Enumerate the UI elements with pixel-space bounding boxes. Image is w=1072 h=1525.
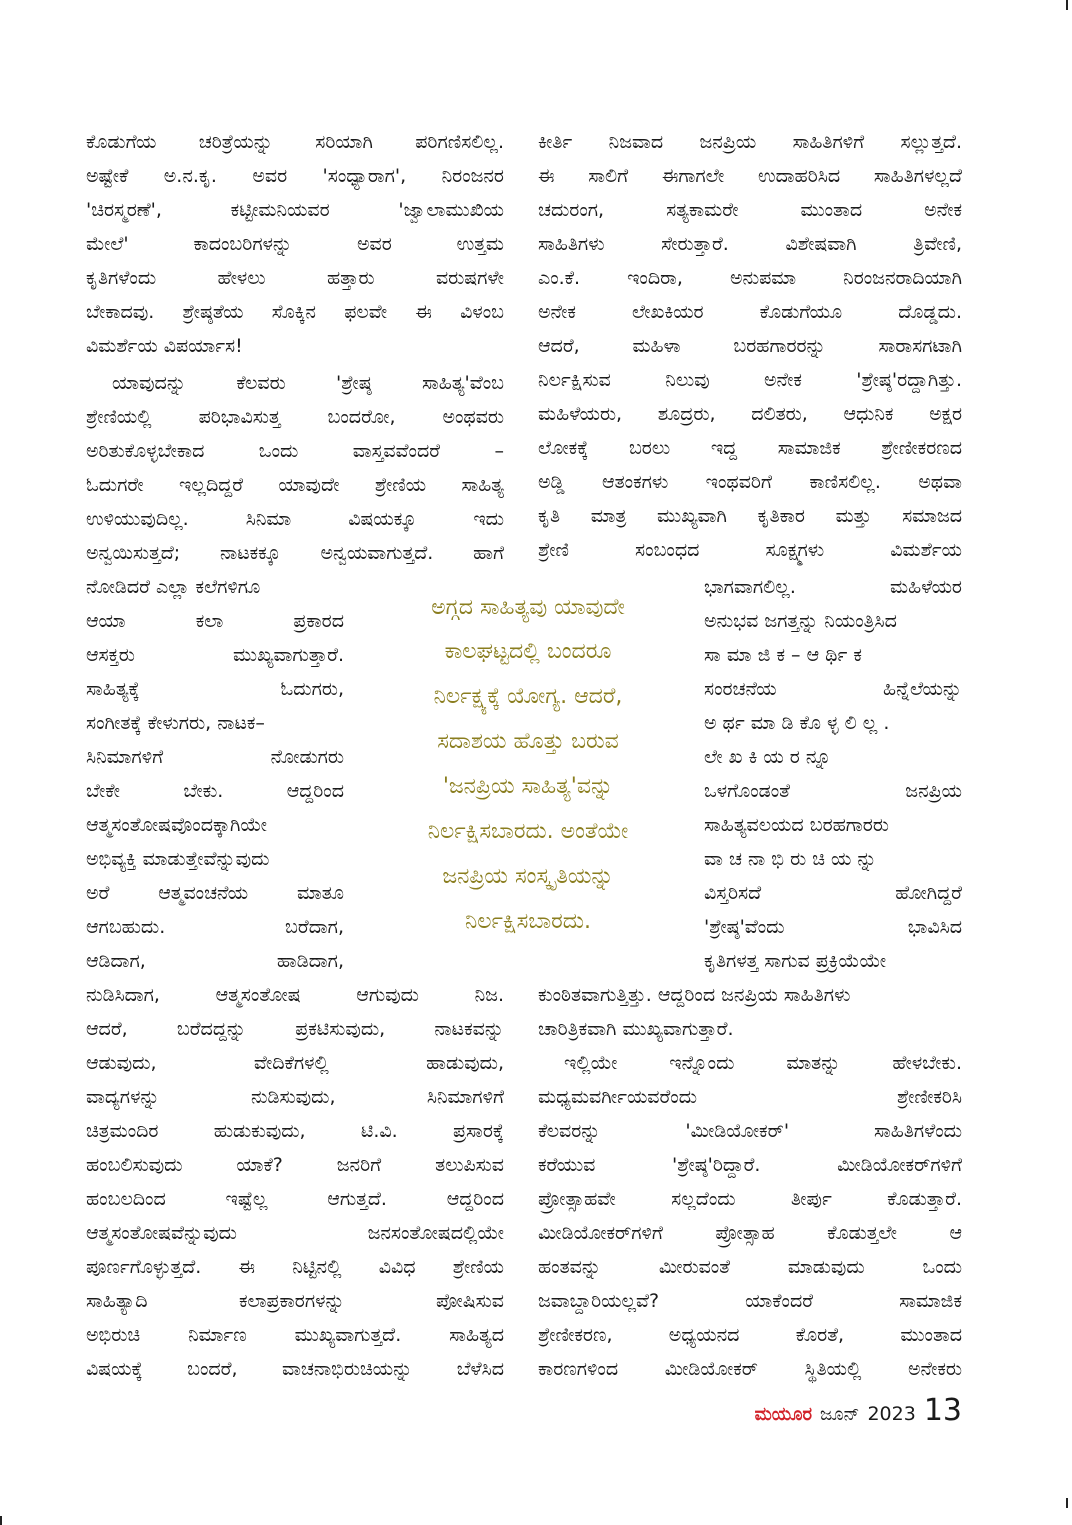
body-text-line: ಆದರೆ, ಬರೆದದ್ದನ್ನು ಪ್ರಕಟಿಸುವುದು, ನಾಟಕವನ್ನು (86, 1018, 504, 1040)
body-text-line: ಹಂತವನ್ನು ಮೀರುವಂತೆ ಮಾಡುವುದು ಒಂದು (538, 1256, 962, 1278)
body-text-line: ಆತ್ಮಸಂತೋಷವೊಂದಕ್ಕಾಗಿಯೇ (86, 814, 268, 836)
body-text-line: ವಾದ್ಯಗಳನ್ನು ನುಡಿಸುವುದು, ಸಿನಿಮಾಗಳಿಗೆ (86, 1086, 504, 1108)
body-text-line: ಕೃತಿಗಳತ್ತ ಸಾಗುವ ಪ್ರಕ್ರಿಯೆಯೇ (704, 950, 887, 972)
body-text-line: ಕೀರ್ತಿ ನಿಜವಾದ ಜನಪ್ರಿಯ ಸಾಹಿತಿಗಳಿಗೆ ಸಲ್ಲುತ್ತದೆ. (538, 131, 962, 153)
body-text-line: ಸಿನಿಮಾಗಳಿಗೆ ನೋಡುಗರು (86, 746, 344, 768)
body-text-line: ಚದುರಂಗ, ಸತ್ಯಕಾಮರೇ ಮುಂತಾದ ಅನೇಕ (538, 199, 962, 221)
body-text-line: ಮಹಿಳೆಯರು, ಶೂದ್ರರು, ದಲಿತರು, ಆಧುನಿಕ ಅಕ್ಷರ (538, 403, 962, 425)
body-text-line: ಸಾಹಿತ್ಯಕ್ಕೆ ಓದುಗರು, (86, 678, 344, 700)
body-text-line: ಪೂರ್ಣಗೊಳ್ಳುತ್ತದೆ. ಈ ನಿಟ್ಟಿನಲ್ಲಿ ವಿವಿಧ ಶ್ರೇಣಿಯ (86, 1256, 504, 1278)
pull-quote-line: ಅಗ್ಗದ ಸಾಹಿತ್ಯವು ಯಾವುದೇ (431, 595, 625, 620)
body-text-line: ಅಭಿರುಚಿ ನಿರ್ಮಾಣ ಮುಖ್ಯವಾಗುತ್ತದೆ. ಸಾಹಿತ್ಯದ (86, 1324, 504, 1346)
body-text-line: ಒಳಗೊಂಡಂತೆ ಜನಪ್ರಿಯ (704, 780, 962, 802)
body-text-line: ಕೃತಿ ಮಾತ್ರ ಮುಖ್ಯವಾಗಿ ಕೃತಿಕಾರ ಮತ್ತು ಸಮಾಜದ (538, 505, 962, 527)
body-text-line: ಚಾರಿತ್ರಿಕವಾಗಿ ಮುಖ್ಯವಾಗುತ್ತಾರೆ. (538, 1018, 734, 1040)
body-text-line: ವಿಷಯಕ್ಕೆ ಬಂದರೆ, ವಾಚನಾಭಿರುಚಿಯನ್ನು ಬೆಳೆಸಿದ (86, 1358, 504, 1380)
crop-mark (1066, 1498, 1068, 1508)
body-text-line: ಶ್ರೇಣಿಯಲ್ಲಿ ಪರಿಭಾವಿಸುತ್ತ ಬಂದರೋ, ಅಂಥವರು (86, 406, 504, 428)
body-text-line: ಆದರೆ, ಮಹಿಳಾ ಬರಹಗಾರರನ್ನು ಸಾರಾಸಗಟಾಗಿ (538, 335, 962, 357)
body-text-line: ಕಾರಣಗಳಿಂದ ಮೀಡಿಯೋಕರ್ ಸ್ಥಿತಿಯಲ್ಲಿ ಅನೇಕರು (538, 1358, 962, 1380)
body-text-line: ಕೆಲವರನ್ನು 'ಮೀಡಿಯೋಕರ್' ಸಾಹಿತಿಗಳೆಂದು (538, 1120, 962, 1142)
body-text-line: ಆಡುವುದು, ವೇದಿಕೆಗಳಲ್ಲಿ ಹಾಡುವುದು, (86, 1052, 504, 1074)
pull-quote-line: ನಿರ್ಲಕ್ಷ್ಯಕ್ಕೆ ಯೋಗ್ಯ. ಆದರೆ, (433, 684, 623, 709)
body-text-line: ಓದುಗರೇ ಇಲ್ಲದಿದ್ದರೆ ಯಾವುದೇ ಶ್ರೇಣಿಯ ಸಾಹಿತ್ಯ (86, 474, 504, 496)
body-text-line: ಆಗಬಹುದು. ಬರೆದಾಗ, (86, 916, 344, 938)
body-text-line: ಸಾಹಿತ್ಯವಲಯದ ಬರಹಗಾರರು (704, 814, 889, 836)
body-text-line: ಅನುಭವ ಜಗತ್ತನ್ನು ನಿಯಂತ್ರಿಸಿದ (704, 610, 897, 632)
body-text-line: ನುಡಿಸಿದಾಗ, ಆತ್ಮಸಂತೋಷ ಆಗುವುದು ನಿಜ. (86, 984, 504, 1006)
body-text-line: ಮೇಲೆ' ಕಾದಂಬರಿಗಳನ್ನು ಅವರ ಉತ್ತಮ (86, 233, 504, 255)
body-text-line: ಆತ್ಮಸಂತೋಷವೆನ್ನುವುದು ಜನಸಂತೋಷದಲ್ಲಿಯೇ (86, 1222, 504, 1244)
body-text-line: ಸಾಹಿತ್ಯಾದಿ ಕಲಾಪ್ರಕಾರಗಳನ್ನು ಪೋಷಿಸುವ (86, 1290, 504, 1312)
body-text-line: ಚಿತ್ರಮಂದಿರ ಹುಡುಕುವುದು, ಟಿ.ವಿ. ಪ್ರಸಾರಕ್ಕೆ (86, 1120, 504, 1142)
pull-quote-line: ನಿರ್ಲಕ್ಷಿಸಬಾರದು. (465, 909, 591, 934)
body-text-line: ಅಡ್ಡಿ ಆತಂಕಗಳು ಇಂಥವರಿಗೆ ಕಾಣಿಸಲಿಲ್ಲ. ಅಥವಾ (538, 471, 962, 493)
body-text-line: ಇಲ್ಲಿಯೇ ಇನ್ನೊಂದು ಮಾತನ್ನು ಹೇಳಬೇಕು. (564, 1052, 962, 1074)
body-text-line: ಕೊಡುಗೆಯ ಚರಿತ್ರೆಯನ್ನು ಸರಿಯಾಗಿ ಪರಿಗಣಿಸಲಿಲ್ಲ. (86, 131, 504, 153)
pull-quote-line: ಕಾಲಘಟ್ಟದಲ್ಲಿ ಬಂದರೂ (444, 639, 612, 664)
body-text-line: ಜವಾಬ್ದಾರಿಯಲ್ಲವೆ? ಯಾಕೆಂದರೆ ಸಾಮಾಜಿಕ (538, 1290, 962, 1312)
body-text-line: ಎಂ.ಕೆ. ಇಂದಿರಾ, ಅನುಪಮಾ ನಿರಂಜನರಾದಿಯಾಗಿ (538, 267, 962, 289)
body-text-line: ಲೇ ಖ ಕಿ ಯ ರ ನ್ನೂ (704, 746, 832, 768)
body-text-line: 'ಚಿರಸ್ಮರಣೆ', ಕಟ್ಟೀಮನಿಯವರ 'ಜ್ವಾಲಾಮುಖಿಯ (86, 199, 504, 221)
body-text-line: ಅ ರ್ಥ ಮಾ ಡಿ ಕೊ ಳ್ಳ ಲಿ ಲ್ಲ . (704, 712, 890, 734)
body-text-line: ಆಯಾ ಕಲಾ ಪ್ರಕಾರದ (86, 610, 344, 632)
pull-quote-line: ನಿರ್ಲಕ್ಷಿಸಬಾರದು. ಅಂತೆಯೇ (427, 819, 629, 844)
body-text-line: ಅರೆ ಆತ್ಮವಂಚನೆಯ ಮಾತೂ (86, 882, 344, 904)
body-text-line: ಲೋಕಕ್ಕೆ ಬರಲು ಇದ್ದ ಸಾಮಾಜಿಕ ಶ್ರೇಣೀಕರಣದ (538, 437, 962, 459)
body-text-line: ಬೇಕಾದವು. ಶ್ರೇಷ್ಠತೆಯ ಸೊಕ್ಕಿನ ಫಲವೇ ಈ ವಿಳಂಬ (86, 301, 504, 323)
body-text-line: ಕರೆಯುವ 'ಶ್ರೇಷ್ಠ'ರಿದ್ದಾರೆ. ಮೀಡಿಯೋಕರ್‌ಗಳಿಗೆ (538, 1154, 962, 1176)
pull-quote-line: ಸದಾಶಯ ಹೊತ್ತು ಬರುವ (437, 729, 619, 754)
crop-mark (1066, 0, 1068, 10)
body-text-line: ಅಭಿವ್ಯಕ್ತಿ ಮಾಡುತ್ತೇವೆನ್ನುವುದು (86, 848, 270, 870)
body-text-line: ಕೃತಿಗಳೆಂದು ಹೇಳಲು ಹತ್ತಾರು ವರುಷಗಳೇ (86, 267, 504, 289)
body-text-line: ಅನೇಕ ಲೇಖಕಿಯರ ಕೊಡುಗೆಯೂ ದೊಡ್ಡದು. (538, 301, 962, 323)
body-text-line: ನಿರ್ಲಕ್ಷಿಸುವ ನಿಲುವು ಅನೇಕ 'ಶ್ರೇಷ್ಠ'ರದ್ದಾಗಿತ್ತು. (538, 369, 962, 391)
body-text-line: ಸಂರಚನೆಯ ಹಿನ್ನೆಲೆಯನ್ನು (704, 678, 962, 700)
body-text-line: ಆಸಕ್ತರು ಮುಖ್ಯವಾಗುತ್ತಾರೆ. (86, 644, 344, 666)
body-text-line: ಮಧ್ಯಮವರ್ಗೀಯವರೆಂದು ಶ್ರೇಣೀಕರಿಸಿ (538, 1086, 962, 1108)
body-text-line: ಮೀಡಿಯೋಕರ್‌ಗಳಿಗೆ ಪ್ರೋತ್ಸಾಹ ಕೊಡುತ್ತಲೇ ಆ (538, 1222, 962, 1244)
body-text-line: ಪ್ರೋತ್ಸಾಹವೇ ಸಲ್ಲದೆಂದು ತೀರ್ಪು ಕೊಡುತ್ತಾರೆ. (538, 1188, 962, 1210)
body-text-line: ಅರಿತುಕೊಳ್ಳಬೇಕಾದ ಒಂದು ವಾಸ್ತವವೆಂದರೆ – (86, 440, 504, 462)
body-text-line: ಈ ಸಾಲಿಗೆ ಈಗಾಗಲೇ ಉದಾಹರಿಸಿದ ಸಾಹಿತಿಗಳಲ್ಲದೆ (538, 165, 962, 187)
crop-mark (0, 1516, 2, 1525)
body-text-line: ಆಡಿದಾಗ, ಹಾಡಿದಾಗ, (86, 950, 344, 972)
body-text-line: ಸಾಹಿತಿಗಳು ಸೇರುತ್ತಾರೆ. ವಿಶೇಷವಾಗಿ ತ್ರಿವೇಣಿ, (538, 233, 962, 255)
body-text-line: ವಾ ಚ ನಾ ಭಿ ರು ಚಿ ಯ ನ್ನು (704, 848, 877, 870)
body-text-line: ಅನ್ವಯಿಸುತ್ತದೆ; ನಾಟಕಕ್ಕೂ ಅನ್ವಯವಾಗುತ್ತದೆ. ಹಾಗೆ (86, 542, 504, 564)
body-text-line: ಹಂಬಲಿಸುವುದು ಯಾಕೆ? ಜನರಿಗೆ ತಲುಪಿಸುವ (86, 1154, 504, 1176)
body-text-line: ಬೇಕೇ ಬೇಕು. ಆದ್ದರಿಂದ (86, 780, 344, 802)
body-text-line: ಶ್ರೇಣೀಕರಣ, ಅಧ್ಯಯನದ ಕೊರತೆ, ಮುಂತಾದ (538, 1324, 962, 1346)
body-text-line: ವಿಸ್ತರಿಸದೆ ಹೋಗಿದ್ದರೆ (704, 882, 962, 904)
magazine-logo: ಮಯೂರ (754, 1404, 813, 1425)
issue-month: ಜೂನ್ (820, 1404, 860, 1425)
body-text-line: ಅಷ್ಟೇಕೆ ಅ.ನ.ಕೃ. ಅವರ 'ಸಂಧ್ಯಾರಾಗ', ನಿರಂಜನರ (86, 165, 504, 187)
body-text-line: ನೋಡಿದರೆ ಎಲ್ಲಾ ಕಲೆಗಳಿಗೂ (86, 576, 261, 598)
body-text-line: ಉಳಿಯುವುದಿಲ್ಲ. ಸಿನಿಮಾ ವಿಷಯಕ್ಕೂ ಇದು (86, 508, 504, 530)
body-text-line: ಯಾವುದನ್ನು ಕೆಲವರು 'ಶ್ರೇಷ್ಠ ಸಾಹಿತ್ಯ'ವೆಂಬ (112, 372, 504, 394)
body-text-line: ಕುಂಠಿತವಾಗುತ್ತಿತ್ತು. ಆದ್ದರಿಂದ ಜನಪ್ರಿಯ ಸಾಹಿತಿಗಳು (538, 984, 851, 1006)
body-text-line: 'ಶ್ರೇಷ್ಠ'ವೆಂದು ಭಾವಿಸಿದ (704, 916, 962, 938)
body-text-line: ಭಾಗವಾಗಲಿಲ್ಲ. ಮಹಿಳೆಯರ (704, 576, 962, 598)
body-text-line: ಶ್ರೇಣಿ ಸಂಬಂಧದ ಸೂಕ್ಷ್ಮಗಳು ವಿಮರ್ಶೆಯ (538, 539, 962, 561)
pull-quote-line: ಜನಪ್ರಿಯ ಸಂಸ್ಕೃತಿಯನ್ನು (442, 864, 614, 889)
page-footer (755, 1393, 962, 1433)
pull-quote-line: 'ಜನಪ್ರಿಯ ಸಾಹಿತ್ಯ'ವನ್ನು (442, 774, 614, 799)
issue-year: 2023 (867, 1403, 916, 1425)
page-number: 13 (923, 1393, 962, 1428)
body-text-line: ಸಂಗೀತಕ್ಕೆ ಕೇಳುಗರು, ನಾಟಕ– (86, 712, 265, 734)
body-text-line: ಸಾ ಮಾ ಜಿ ಕ – ಆ ರ್ಥಿ ಕ (704, 644, 862, 666)
body-text-line: ಹಂಬಲದಿಂದ ಇಷ್ಟೆಲ್ಲ ಆಗುತ್ತದೆ. ಆದ್ದರಿಂದ (86, 1188, 504, 1210)
body-text-line: ವಿಮರ್ಶೆಯ ವಿಪರ್ಯಾಸ! (86, 335, 243, 357)
